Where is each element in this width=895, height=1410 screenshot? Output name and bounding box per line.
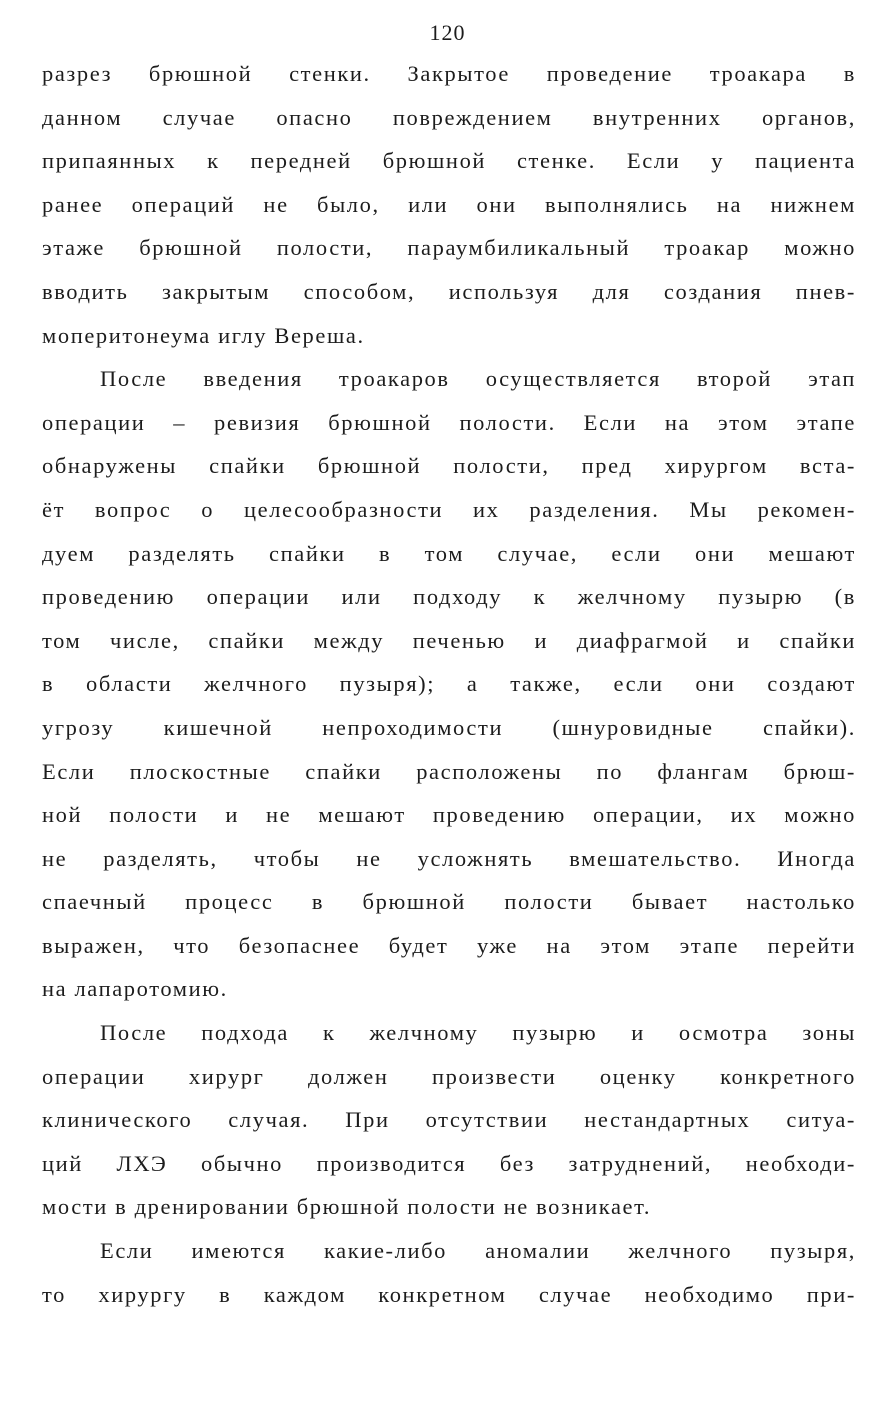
paragraph-2 [42,361,856,1015]
text-line: выражен, что безопаснее будет уже на этом этапе перейти [42,932,856,958]
text-line: спаечный процесс в брюшной полости бывает настолько [42,889,856,915]
text-line: моперитонеума иглу Вереша. [42,322,365,348]
text-line: проведению операции или подходу к желчному пузырю (в [42,584,856,610]
text-line: ной полости и не мешают проведению операции, их можно [42,802,856,828]
text-line: ций ЛХЭ обычно производится без затруднений, необходи- [42,1150,856,1176]
text-line: операции хирург должен произвести оценку конкретного [42,1063,856,1089]
text-line: Если плоскостные спайки расположены по флангам брюш- [42,758,856,784]
text-line: Если имеются какие-либо аномалии желчного пузыря, [100,1238,856,1264]
body-text [42,56,856,1320]
text-line: операции – ревизия брюшной полости. Если на этом этапе [42,409,856,435]
text-line: угрозу кишечной непроходимости (шнуровидные спайки). [42,714,856,740]
text-line: то хирургу в каждом конкретном случае необходимо при- [42,1281,856,1307]
text-line: клинического случая. При отсутствии нестандартных ситуа- [42,1107,856,1133]
text-line: мости в дренировании брюшной полости не возникает. [42,1194,652,1220]
paragraph-1 [42,56,856,361]
text-line: не разделять, чтобы не усложнять вмешательство. Иногда [42,845,856,871]
text-line: данном случае опасно повреждением внутренних органов, [42,104,856,130]
text-line: вводить закрытым способом, используя для создания пнев- [42,278,856,304]
text-line: разрез брюшной стенки. Закрытое проведение троакара в [42,61,856,86]
text-line: дуем разделять спайки в том случае, если они мешают [42,540,856,566]
text-line: обнаружены спайки брюшной полости, пред хирургом вста- [42,453,856,479]
text-line: том числе, спайки между печенью и диафрагмой и спайки [42,627,856,653]
text-line: этаже брюшной полости, параумбиликальный троакар можно [42,235,856,261]
text-line: После подхода к желчному пузырю и осмотра зоны [100,1020,856,1046]
text-line: на лапаротомию. [42,976,228,1002]
text-line: в области желчного пузыря); а также, если они создают [42,671,856,697]
paragraph-4 [42,1233,856,1320]
text-line: ранее операций не было, или они выполнялись на нижнем [42,191,856,217]
text-line: припаянных к передней брюшной стенке. Если у пациента [42,148,856,174]
page-number: 120 [429,20,466,45]
paragraph-3 [42,1015,856,1233]
text-line: После введения троакаров осуществляется второй этап [100,366,856,392]
text-line: ёт вопрос о целесообразности их разделения. Мы рекомен- [42,496,856,522]
